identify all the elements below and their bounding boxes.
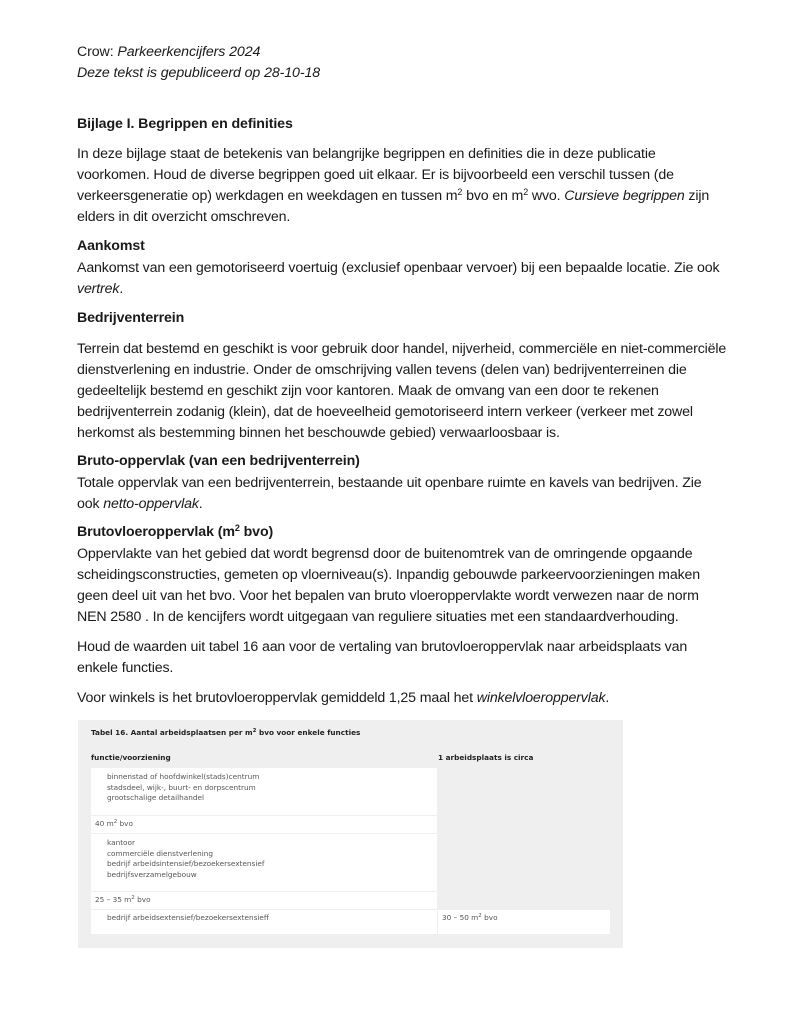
intro-text: zijn elders in dit overzicht omschreven. bbox=[77, 188, 710, 225]
source-prefix: Crow: bbox=[77, 44, 118, 60]
table-cell-value1 bbox=[91, 816, 437, 833]
intro-text: In deze bijlage staat de betekenis van belangrijke begrippen en definities die in deze publicatie voorkomen. Houd de diverse begrippen goed uit elkaar. Er is bijvoorbeeld een verschil tussen (de verkeersgeneratie op) werkdagen en weekdagen en tussen m bbox=[77, 146, 674, 204]
paragraph-winkels bbox=[77, 688, 727, 709]
intro-paragraph bbox=[77, 144, 727, 228]
title-text: Brutovloeroppervlak (m bbox=[77, 524, 235, 540]
list-item: bedrijfsverzamelgebouw bbox=[107, 869, 197, 879]
table-16 bbox=[78, 720, 623, 948]
section-title: Bijlage I. Begrippen en definities bbox=[77, 116, 293, 132]
value-text: 30 – 50 m bbox=[442, 913, 479, 922]
term-title-bruto-oppervlak: Bruto-oppervlak (van een bedrijventerrein) bbox=[77, 453, 360, 469]
list-item: stadsdeel, wijk-, buurt- en dorpscentrum bbox=[107, 782, 256, 792]
value-text: 40 m bbox=[95, 819, 114, 828]
caption-text: Tabel 16. Aantal arbeidsplaatsen per m bbox=[91, 728, 253, 737]
para-text: . bbox=[605, 690, 610, 706]
column-header-functie: functie/voorziening bbox=[91, 753, 171, 762]
sup: 2 bbox=[113, 819, 118, 825]
term-definition-bedrijventerrein: Terrein dat bestemd en geschikt is voor gebruik door handel, nijverheid, commerciële en niet-commerciële dienstverlening en industrie. Onder de omschrijving vallen tevens (delen van) bedrijventerreinen die gedeeltelijk bestemd en geschikt zijn voor kantoren. Maak de omvang van een door te rekenen bedrijventerrein zodanig (klein), dat de hoeveelheid gemotoriseerd intern verkeer (verkeer met zowel herkomst als bestemming binnen het beschouwde gebied) verwaarloosbaar is. bbox=[77, 341, 727, 441]
table-cell-value3 bbox=[438, 910, 610, 934]
list-item: commerciële dienstverlening bbox=[107, 848, 214, 858]
term-definition-bruto-oppervlak bbox=[77, 473, 727, 515]
list-item: bedrijf arbeidsintensief/bezoekersextensief bbox=[107, 859, 265, 868]
value-text: bvo bbox=[117, 819, 133, 828]
term-title-bedrijventerrein: Bedrijventerrein bbox=[77, 310, 185, 326]
document-meta bbox=[77, 42, 320, 84]
title-text: bvo) bbox=[239, 524, 274, 540]
source-title: Parkeerkencijfers 2024 bbox=[117, 44, 261, 60]
value-text: 25 – 35 m bbox=[95, 895, 132, 904]
list-item: binnenstad of hoofdwinkel(stads)centrum bbox=[107, 772, 260, 781]
list-item: bedrijf arbeidsextensief/bezoekersextensieff bbox=[107, 913, 269, 922]
sup: 2 bbox=[252, 728, 257, 734]
term-title-aankomst: Aankomst bbox=[77, 238, 145, 254]
cross-reference: netto-oppervlak bbox=[103, 496, 199, 512]
sup: 2 bbox=[478, 913, 482, 919]
paragraph-tabel-reference: Houd de waarden uit tabel 16 aan voor de vertaling van brutovloeroppervlak naar arbeidsplaats van enkele functies. bbox=[77, 639, 688, 676]
list-item: kantoor bbox=[107, 838, 135, 847]
def-text: Aankomst van een gemotoriseerd voertuig (exclusief openbaar vervoer) bij een bepaalde locatie. Zie ook bbox=[77, 260, 720, 276]
published-line bbox=[77, 63, 320, 84]
def-text: Totale oppervlak van een bedrijventerrein, bestaande uit openbare ruimte en kavels van bedrijven. Zie ook bbox=[77, 475, 702, 512]
table-cell-value2 bbox=[91, 892, 437, 909]
term-definition-aankomst bbox=[77, 258, 727, 300]
sup: 2 bbox=[131, 895, 135, 901]
source-line bbox=[77, 42, 320, 63]
cross-reference: vertrek bbox=[77, 281, 120, 297]
list-item: grootschalige detailhandel bbox=[107, 793, 205, 802]
intro-text: wvo. bbox=[528, 188, 565, 204]
intro-text: bvo en m bbox=[462, 188, 524, 204]
intro-italic: Cursieve begrippen bbox=[564, 188, 685, 204]
table-cell-group1 bbox=[91, 768, 437, 815]
value-text: bvo bbox=[134, 895, 151, 904]
cross-reference: winkelvloeroppervlak bbox=[476, 690, 606, 706]
column-header-arbeidsplaats: 1 arbeidsplaats is circa bbox=[438, 753, 534, 762]
table-cell-group2 bbox=[91, 834, 437, 891]
value-text: bvo bbox=[481, 913, 498, 922]
term-title-brutovloeroppervlak bbox=[77, 524, 727, 540]
sup: 2 bbox=[457, 187, 463, 197]
sup: 2 bbox=[523, 187, 529, 197]
table-cell-group3 bbox=[91, 910, 437, 934]
sup: 2 bbox=[234, 523, 240, 533]
def-text: . bbox=[198, 496, 203, 512]
def-text: . bbox=[119, 281, 124, 297]
published-date: Deze tekst is gepubliceerd op 28-10-18 bbox=[77, 65, 321, 81]
para-text: Voor winkels is het brutovloeroppervlak gemiddeld 1,25 maal het bbox=[77, 690, 477, 706]
term-definition-brutovloeroppervlak: Oppervlakte van het gebied dat wordt begrensd door de buitenomtrek van de omringende opgaande scheidingsconstructies, gemeten op vloerniveau(s). Inpandig gebouwde parkeervoorzieningen maken geen deel uit van het bvo. Voor het bepalen van bruto vloeroppervlakte wordt verwezen naar de norm NEN 2580 . In de kencijfers wordt uitgegaan van reguliere situaties met een standaardverhouding. bbox=[77, 546, 700, 625]
caption-text: bvo voor enkele functies bbox=[256, 728, 361, 737]
table-caption bbox=[91, 728, 360, 737]
